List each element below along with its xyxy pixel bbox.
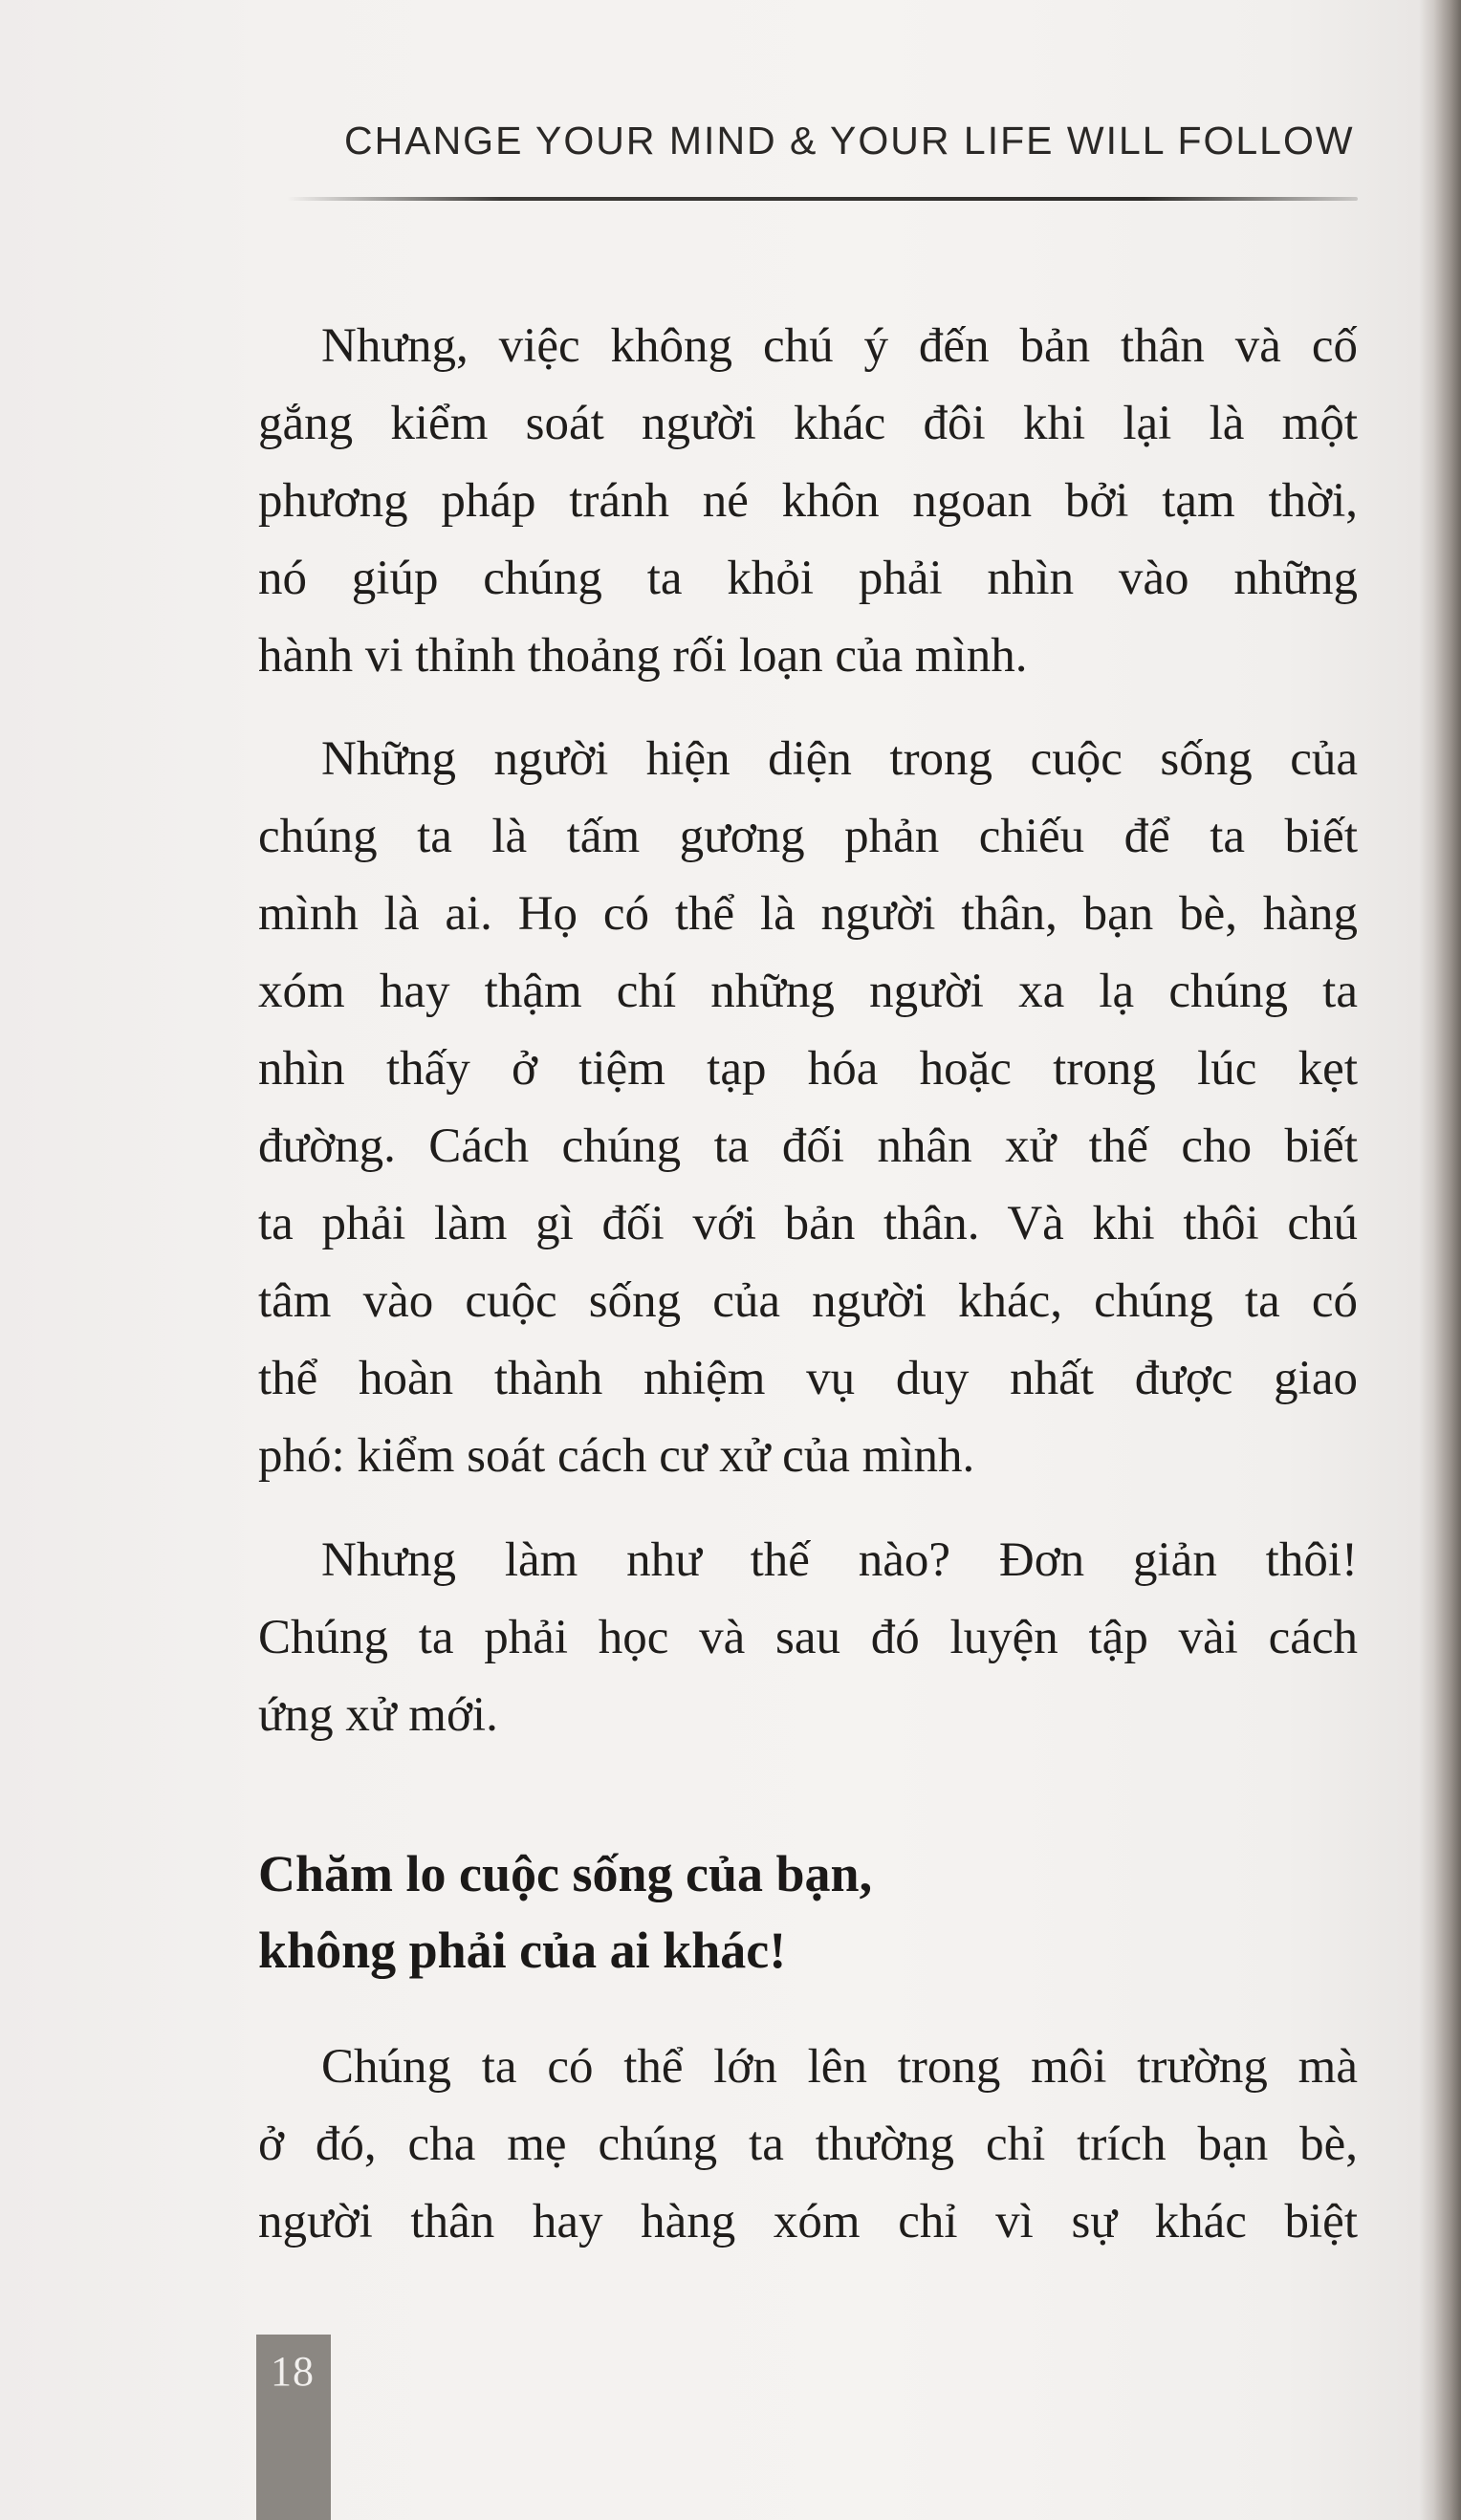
page-number: 18 — [271, 2348, 315, 2395]
text-line: phương pháp tránh né khôn ngoan bởi tạm thời, — [258, 474, 1358, 528]
paragraph-3 — [258, 1522, 1358, 1754]
running-head: CHANGE YOUR MIND & YOUR LIFE WILL FOLLOW — [344, 119, 1355, 163]
text-line: hành vi thỉnh thoảng rối loạn của mình. — [258, 629, 1028, 683]
heading-line: không phải của ai khác! — [258, 1922, 787, 1979]
text-line: nhìn thấy ở tiệm tạp hóa hoặc trong lúc kẹt — [258, 1042, 1358, 1096]
text-line: phó: kiểm soát cách cư xử của mình. — [258, 1429, 975, 1483]
text-line: nó giúp chúng ta khỏi phải nhìn vào những — [258, 552, 1358, 605]
text-line: mình là ai. Họ có thể là người thân, bạn bè, hàng — [258, 887, 1358, 941]
section-heading — [258, 1836, 1358, 1988]
text-line: Những người hiện diện trong cuộc sống của — [321, 732, 1358, 786]
text-line: thể hoàn thành nhiệm vụ duy nhất được giao — [258, 1352, 1358, 1405]
text-line: đường. Cách chúng ta đối nhân xử thế cho biết — [258, 1119, 1358, 1173]
text-line: người thân hay hàng xóm chỉ vì sự khác biệt — [258, 2195, 1358, 2248]
header-rule — [287, 197, 1358, 201]
text-line: Nhưng, việc không chú ý đến bản thân và cố — [321, 319, 1358, 373]
text-line: Chúng ta phải học và sau đó luyện tập vài cách — [258, 1611, 1358, 1664]
paragraph-1 — [258, 308, 1358, 695]
page-edge-shadow — [1419, 0, 1461, 2520]
text-line: tâm vào cuộc sống của người khác, chúng ta có — [258, 1274, 1358, 1328]
text-line: ở đó, cha mẹ chúng ta thường chỉ trích bạn bè, — [258, 2118, 1358, 2171]
text-line: xóm hay thậm chí những người xa lạ chúng ta — [258, 965, 1358, 1018]
text-line: ứng xử mới. — [258, 1688, 498, 1742]
text-line: chúng ta là tấm gương phản chiếu để ta biết — [258, 810, 1358, 863]
text-line: ta phải làm gì đối với bản thân. Và khi thôi chú — [258, 1197, 1358, 1250]
text-line: gắng kiểm soát người khác đôi khi lại là một — [258, 397, 1358, 450]
paragraph-4 — [258, 2029, 1358, 2261]
text-line: Nhưng làm như thế nào? Đơn giản thôi! — [321, 1533, 1358, 1587]
heading-line: Chăm lo cuộc sống của bạn, — [258, 1845, 873, 1902]
paragraph-2 — [258, 721, 1358, 1495]
text-line: Chúng ta có thể lớn lên trong môi trường mà — [321, 2040, 1358, 2094]
